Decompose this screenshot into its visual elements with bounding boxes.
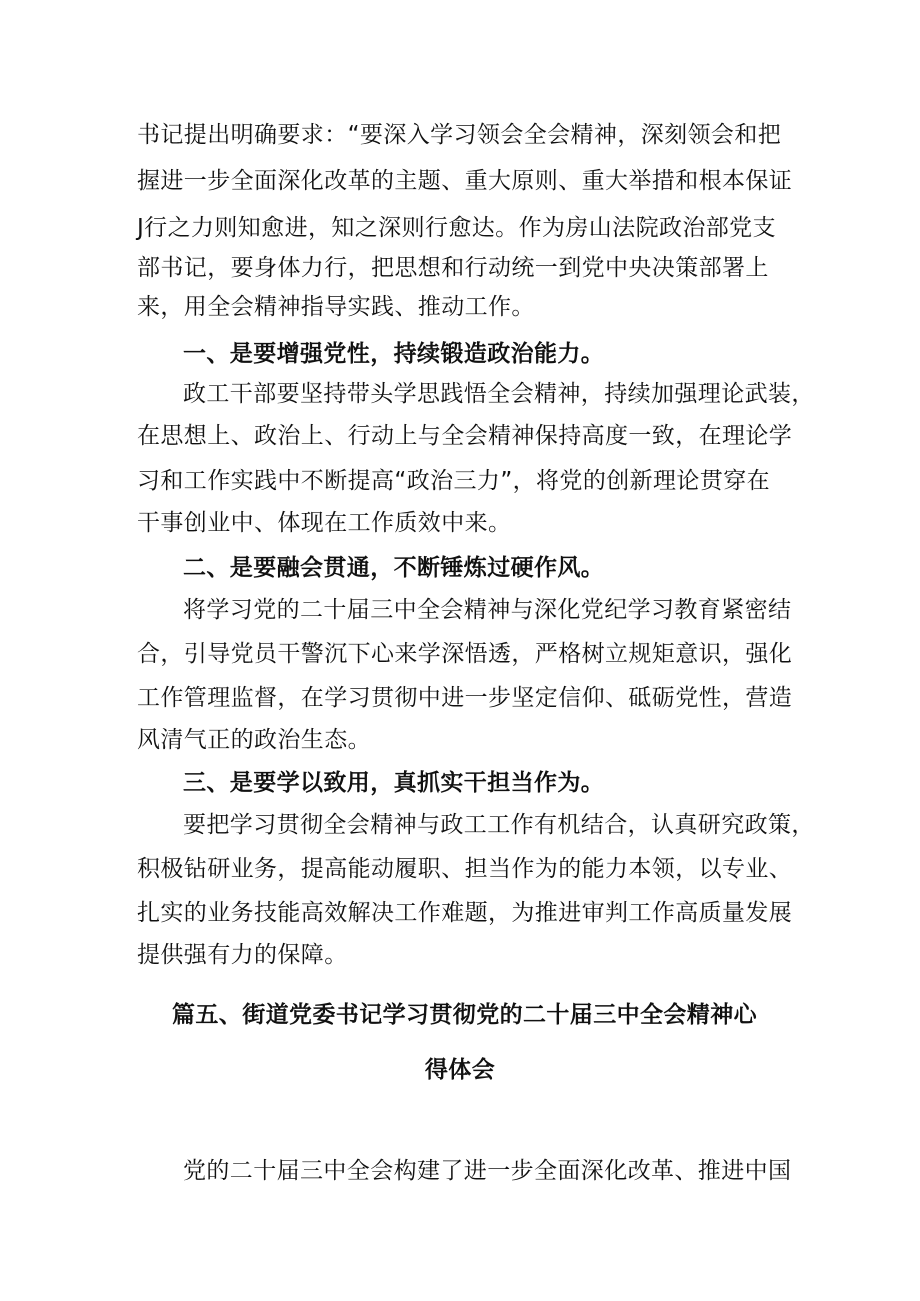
paragraph-line: 在思想上、政治上、行动上与全会精神保持高度一致，在理论学 [137,423,793,449]
paragraph-line: 工作管理监督，在学习贯彻中进一步坚定信仰、砥砺党性，营造 [137,685,793,711]
chapter-title-line-2: 得体会 [424,1057,496,1083]
chapter-title-line-1: 篇五、街道党委书记学习贯彻党的二十届三中全会精神心 [172,1002,757,1028]
paragraph-line: 要把学习贯彻全会精神与政工工作有机结合，认真研究政策， [183,812,815,838]
paragraph-line: 干事创业中、体现在工作质效中来。 [137,510,512,536]
paragraph-line: 握进一步全面深化改革的主题、重大原则、重大举措和根本保证 [137,168,793,194]
paragraph-line: 党的二十届三中全会构建了进一步全面深化改革、推进中国 [183,1158,792,1184]
section-heading-3: 三、是要学以致用，真抓实干担当作为。 [183,770,605,796]
paragraph-line: 来，用全会精神指导实践、推动工作。 [137,294,535,320]
paragraph-line: 将学习党的二十届三中全会精神与深化党纪学习教育紧密结 [183,597,792,623]
section-heading-1: 一、是要增强党性，持续锻造政治能力。 [183,341,605,367]
section-heading-2: 二、是要融会贯通，不断锤炼过硬作风。 [183,555,605,581]
paragraph-line: 扎实的业务技能高效解决工作难题，为推进审判工作高质量发展 [137,900,793,926]
paragraph-line: 积极钻研业务，提高能动履职、担当作为的能力本领，以专业、 [137,856,793,882]
paragraph-line: 习和工作实践中不断提高“政治三力”，将党的创新理论贯穿在 [137,468,771,494]
paragraph-line: 政工干部要坚持带头学思践悟全会精神，持续加强理论武装， [183,381,815,407]
paragraph-line: J行之力则知愈进，知之深则行愈达。作为房山法院政治部党支 [137,215,776,241]
paragraph-line: 提供强有力的保障。 [137,942,348,968]
paragraph-line: 书记提出明确要求：“要深入学习领会全会精神，深刻领会和把 [137,122,782,148]
paragraph-line: 合，引导党员干警沉下心来学深悟透，严格树立规矩意识，强化 [137,641,793,667]
paragraph-line: 部书记，要身体力行，把思想和行动统一到党中央决策部署上 [137,255,769,281]
paragraph-line: 风清气正的政治生态。 [137,727,371,753]
